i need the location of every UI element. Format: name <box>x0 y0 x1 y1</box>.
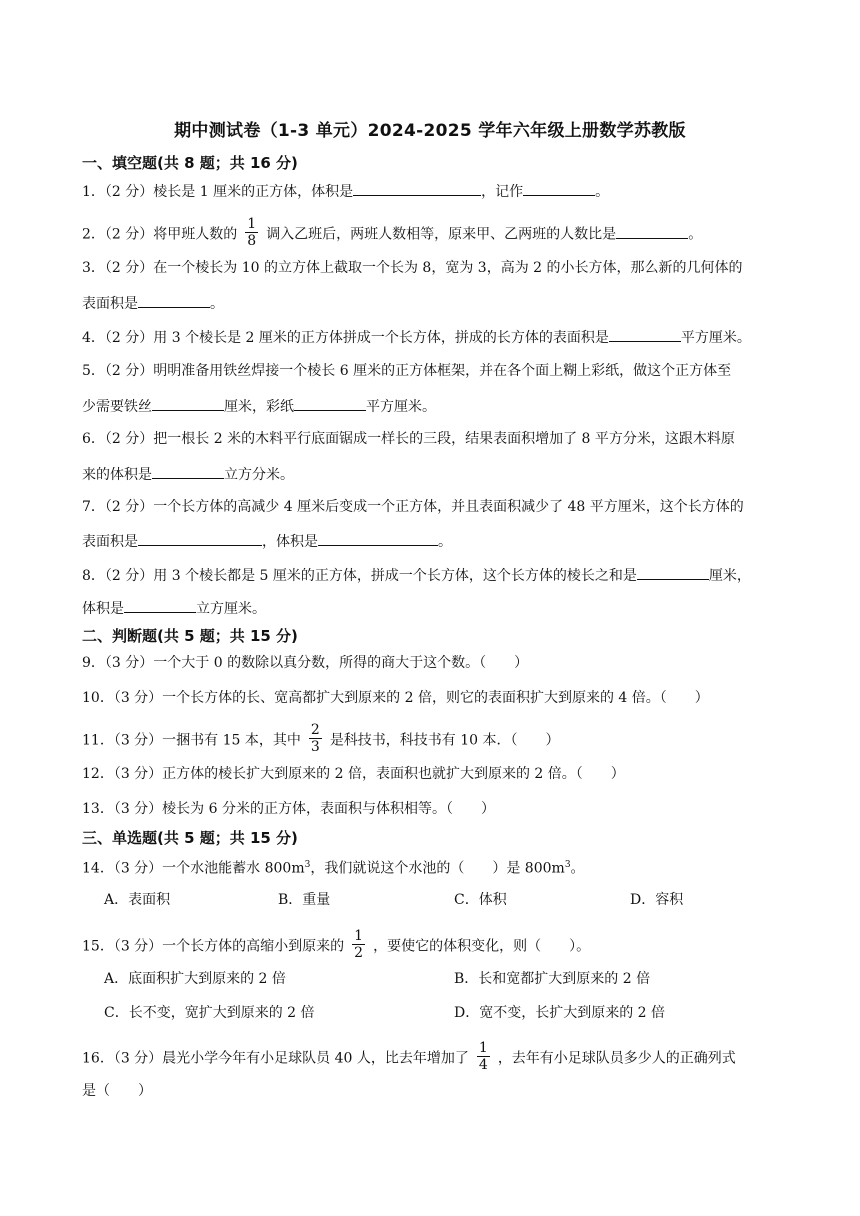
option-c[interactable]: C．体积 <box>454 892 507 908</box>
question-8: 8．（2 分）用 3 个棱长都是 5 厘米的正方体，拼成一个长方体，这个长方体的棱长之和是 厘米， <box>82 564 751 586</box>
page-title: 期中测试卷（1-3 单元）2024-2025 学年六年级上册数学苏教版 <box>174 121 686 141</box>
question-7-cont: 表面积是 ，体积是 。 <box>82 530 452 552</box>
question-10: 10．（3 分）一个长方体的长、宽高都扩大到原来的 2 倍，则它的表面积扩大到原来的 4 倍。（ ） <box>82 690 709 706</box>
option-a[interactable]: A．表面积 <box>104 892 171 908</box>
fraction: $\frac{1}{4}$ <box>478 1040 488 1073</box>
question-5: 5．（2 分）明明准备用铁丝焊接一个棱长 6 厘米的正方体框架，并在各个面上糊上彩纸，做这个正方体至 <box>82 363 732 379</box>
fraction: $\frac{2}{3}$ <box>310 722 320 755</box>
section-heading-fill-blank: 一、填空题(共 8 题；共 16 分) <box>82 154 298 172</box>
question-1: 1．（2 分）棱长是 1 厘米的正方体，体积是 ，记作 。 <box>82 180 609 202</box>
section-heading-multiple-choice: 三、单选题(共 5 题；共 15 分) <box>82 829 298 847</box>
question-6-cont: 来的体积是 立方分米。 <box>82 463 294 485</box>
answer-blank[interactable] <box>353 180 481 196</box>
answer-blank[interactable] <box>152 395 224 411</box>
answer-blank[interactable] <box>138 292 210 308</box>
option-d[interactable]: D．宽不变，长扩大到原来的 2 倍 <box>454 1005 666 1021</box>
question-5-cont: 少需要铁丝 厘米，彩纸 平方厘米。 <box>82 395 436 417</box>
fraction: $\frac{1}{2}$ <box>354 928 364 961</box>
answer-blank[interactable] <box>523 180 595 196</box>
question-14: 14．（3 分）一个水池能蓄水 $800m^3$，我们就说这个水池的（ ）是 $800m^3$。 <box>82 860 585 877</box>
answer-blank[interactable] <box>616 223 688 239</box>
answer-blank[interactable] <box>124 597 196 613</box>
option-c[interactable]: C．长不变，宽扩大到原来的 2 倍 <box>104 1005 315 1021</box>
question-16: 16．（3 分）晨光小学今年有小足球队员 40 人，比去年增加了 $\frac{1}{4}$ ，去年有小足球队员多少人的正确列式 <box>82 1040 736 1073</box>
answer-blank[interactable] <box>318 530 438 546</box>
question-4: 4．（2 分）用 3 个棱长是 2 厘米的正方体拼成一个长方体，拼成的长方体的表面积是 平方厘米。 <box>82 326 751 348</box>
option-b[interactable]: B．长和宽都扩大到原来的 2 倍 <box>454 971 651 987</box>
question-11: 11．（3 分）一捆书有 15 本，其中 $\frac{2}{3}$ 是科技书，科技书有 10 本．（ ） <box>82 722 560 755</box>
question-6: 6．（2 分）把一根长 2 米的木料平行底面锯成一样长的三段，结果表面积增加了 8 平方分米，这跟木料原 <box>82 431 735 447</box>
question-2: 2．（2 分）将甲班人数的 $\frac{1}{8}$ 调入乙班后，两班人数相等，原来甲、乙两班的人数比是 。 <box>82 216 703 249</box>
question-8-cont: 体积是 立方厘米。 <box>82 597 266 619</box>
question-3-cont: 表面积是 。 <box>82 292 224 314</box>
answer-blank[interactable] <box>294 395 366 411</box>
answer-blank[interactable] <box>152 463 224 479</box>
question-13: 13．（3 分）棱长为 6 分米的正方体，表面积与体积相等。（ ） <box>82 801 495 817</box>
answer-blank[interactable] <box>609 326 681 342</box>
section-heading-true-false: 二、判断题(共 5 题；共 15 分) <box>82 627 298 645</box>
question-16-cont: 是（ ） <box>82 1083 152 1099</box>
question-9: 9．（3 分）一个大于 0 的数除以真分数，所得的商大于这个数。（ ） <box>82 655 529 671</box>
option-b[interactable]: B．重量 <box>278 892 331 908</box>
question-12: 12．（3 分）正方体的棱长扩大到原来的 2 倍，表面积也就扩大到原来的 2 倍。（ ） <box>82 766 625 782</box>
option-a[interactable]: A．底面积扩大到原来的 2 倍 <box>104 971 286 987</box>
answer-blank[interactable] <box>138 530 262 546</box>
answer-blank[interactable] <box>637 564 709 580</box>
question-15: 15．（3 分）一个长方体的高缩小到原来的 $\frac{1}{2}$ ，要使它的体积变化，则（ ）。 <box>82 928 591 961</box>
question-7: 7．（2 分）一个长方体的高减少 4 厘米后变成一个正方体，并且表面积减少了 48 平方厘米，这个长方体的 <box>82 499 744 515</box>
option-d[interactable]: D．容积 <box>630 892 684 908</box>
fraction: $\frac{1}{8}$ <box>247 216 257 249</box>
question-3: 3．（2 分）在一个棱长为 10 的立方体上截取一个长为 8，宽为 3，高为 2 的小长方体，那么新的几何体的 <box>82 260 743 276</box>
